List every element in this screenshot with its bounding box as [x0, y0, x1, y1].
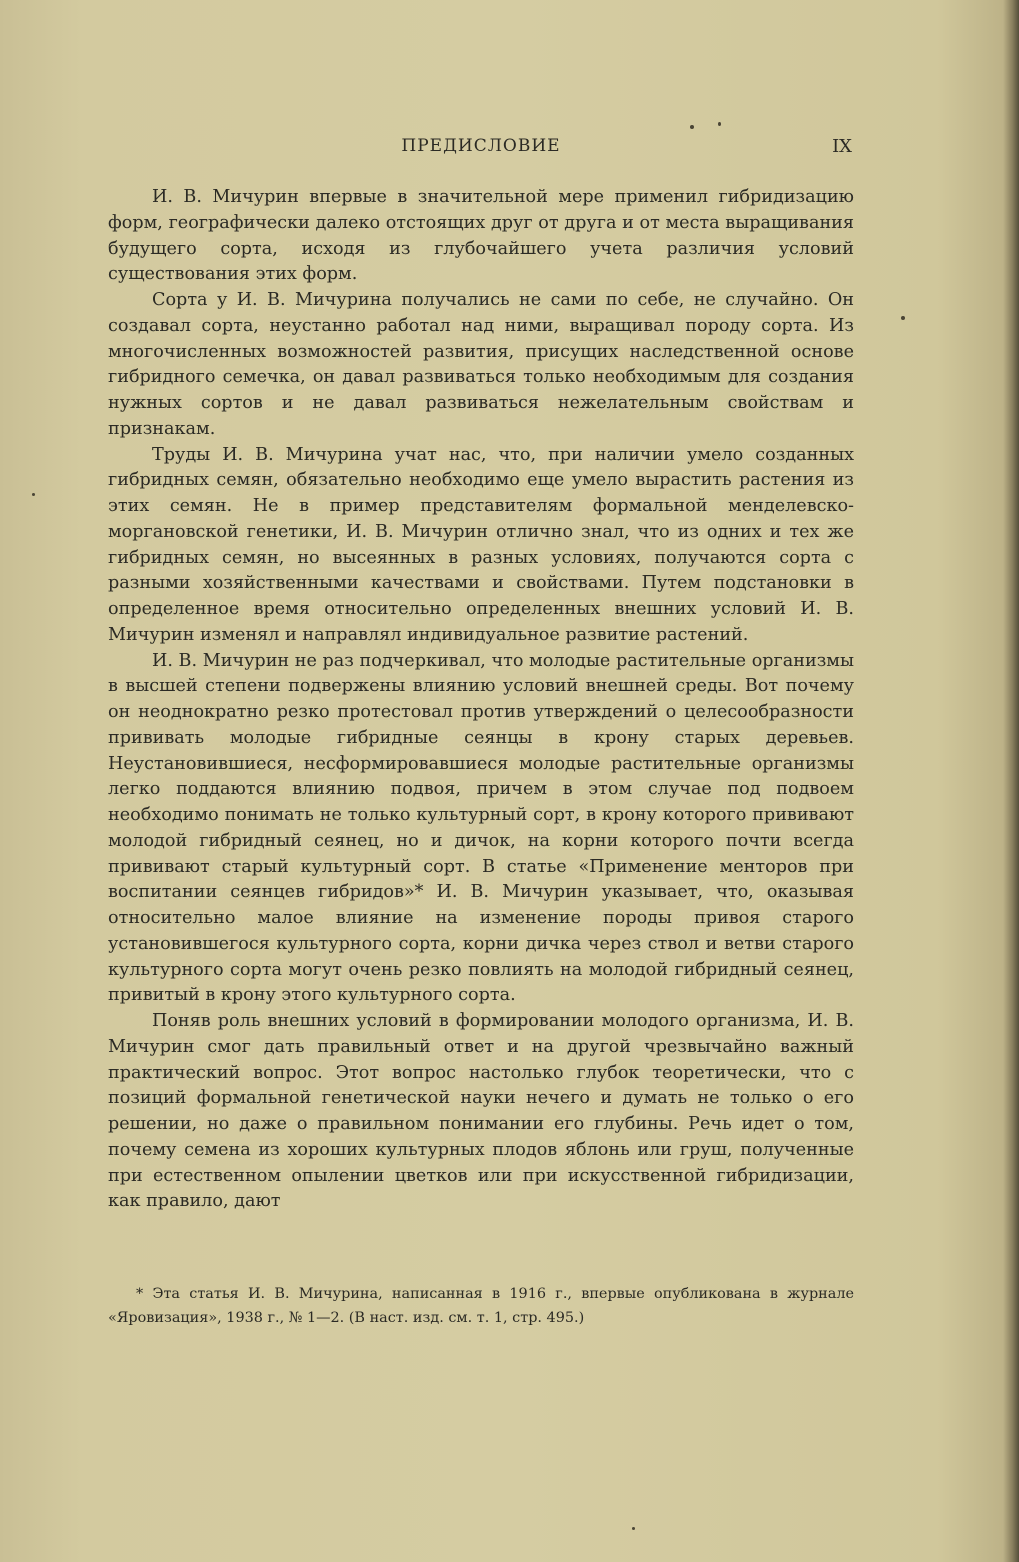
running-title: ПРЕДИСЛОВИЕ — [401, 136, 561, 156]
footnote — [108, 1282, 854, 1330]
paper-speck — [632, 1527, 635, 1530]
paragraph-2: Сорта у И. В. Мичурина получались не сами по себе, не случайно. Он создавал сорта, неустанно работал над ними, выращивал породу сорта. Из многочисленных возможностей развития, присущих наследственной основе гибридного семечка, он давал развиваться только необходимым для создания нужных сортов и не давал развиваться нежелательным свойствам и признакам. — [108, 290, 854, 439]
page-edge-shadow — [1003, 0, 1019, 1562]
page-number: IX — [832, 136, 852, 157]
paragraph-5: Поняв роль внешних условий в формировании молодого организма, И. В. Мичурин смог дать правильный ответ и на другой чрезвычайно важный практический вопрос. Этот вопрос настолько глубок теоретически, что с позиций формальной генетической науки нечего и думать не только о его решении, но даже о правильном понимании его глубины. Речь идет о том, почему семена из хороших культурных плодов яблонь или груш, полученные при естественном опылении цветков или при искусственной гибридизации, как правило, дают — [108, 1011, 854, 1212]
paragraph-1: И. В. Мичурин впервые в значительной мере применил гибридизацию форм, географически далеко отстоящих друг от друга и от места выращивания будущего сорта, исходя из глубочайшего учета различия условий существования этих форм. — [108, 187, 854, 285]
paragraph-4: И. В. Мичурин не раз подчеркивал, что молодые растительные организмы в высшей степени подвержены влиянию условий внешней среды. Вот почему он неоднократно резко протестовал против утверждений о целесообразности прививать молодые гибридные сеянцы в крону старых деревьев. Неустановившиеся, несформировавшиеся молодые растительные организмы легко поддаются влиянию подвоя, причем в этом случае под подвоем необходимо понимать не только культурный сорт, в крону которого прививают молодой гибридный сеянец, но и дичок, на корни которого почти всегда прививают старый культурный сорт. В статье «Применение менторов при воспитании сеянцев гибридов»* И. В. Мичурин указывает, что, оказывая относительно малое влияние на изменение породы привоя старого установившегося культурного сорта, корни дичка через ствол и ветви старого культурного сорта могут очень резко повлиять на молодой гибридный сеянец, привитый в крону этого культурного сорта. — [108, 650, 854, 1006]
paper-speck — [690, 125, 694, 129]
page-header — [108, 136, 854, 162]
body-text — [108, 185, 854, 1215]
footnote-text: * Эта статья И. В. Мичурина, написанная в 1916 г., впервые опубликована в журнале «Яровизация», 1938 г., № 1—2. (В наст. изд. см. т. 1, стр. 495.) — [108, 1286, 854, 1326]
paper-speck — [718, 122, 721, 126]
paper-speck — [32, 493, 35, 496]
paragraph-3: Труды И. В. Мичурина учат нас, что, при наличии умело созданных гибридных семян, обязательно необходимо еще умело вырастить растения из этих семян. Не в пример представителям формальной менделевско-моргановской генетики, И. В. Мичурин отлично знал, что из одних и тех же гибридных семян, но высеянных в разных условиях, получаются сорта с разными хозяйственными качествами и свойствами. Путем подстановки в определенное время относительно определенных внешних условий И. В. Мичурин изменял и направлял индивидуальное развитие растений. — [108, 444, 854, 645]
paper-speck — [901, 316, 905, 320]
